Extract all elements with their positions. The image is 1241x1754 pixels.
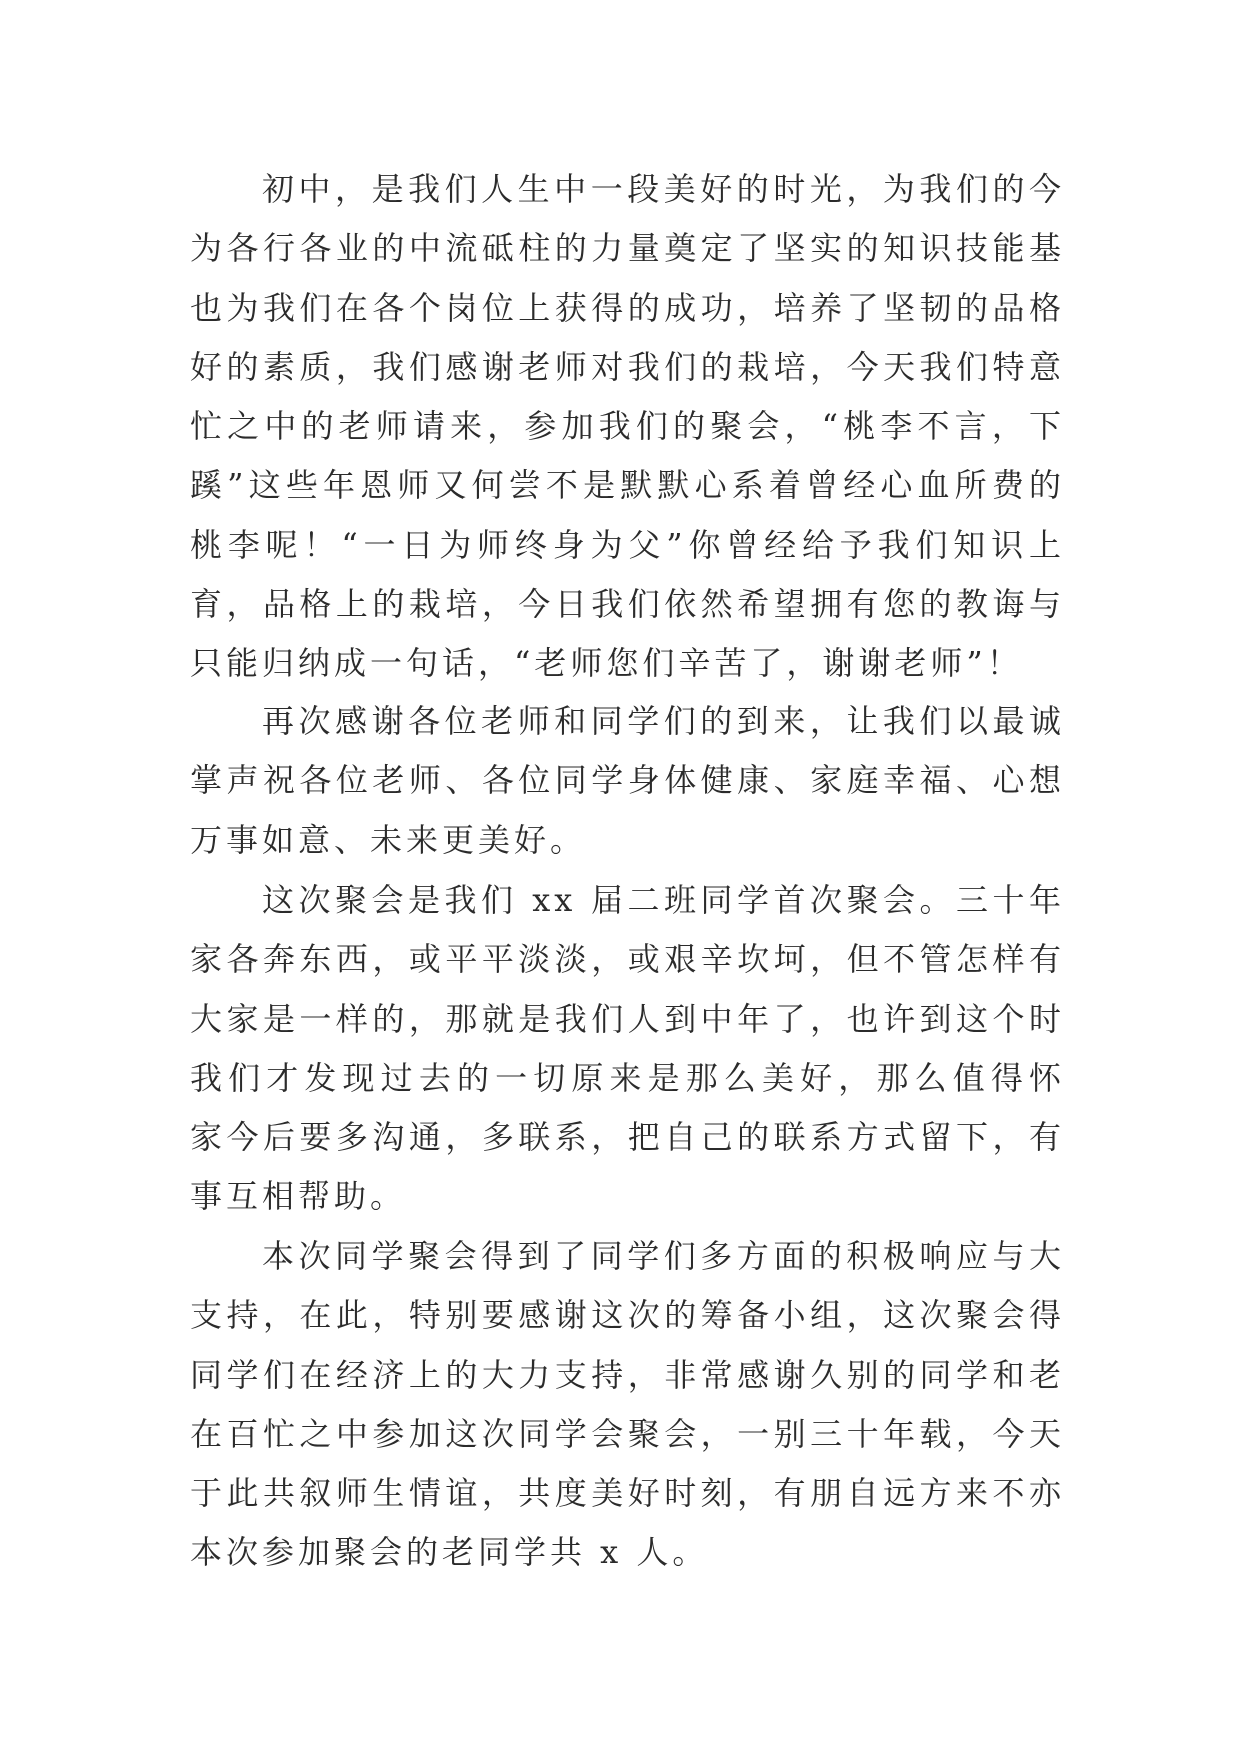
text-line: 桃李呢！“一日为师终身为父”你曾经给予我们知识上 xyxy=(190,525,1065,564)
text-line: 大家是一样的，那就是我们人到中年了，也许到这个时 xyxy=(190,999,1065,1038)
text-line: 家各奔东西，或平平淡淡，或艰辛坎坷，但不管怎样有 xyxy=(190,940,1065,979)
text-line: 初中，是我们人生中一段美好的时光，为我们的今 xyxy=(262,170,1065,208)
text-line: 支持，在此，特别要感谢这次的筹备小组，这次聚会得 xyxy=(190,1296,1065,1335)
text-line: 于此共叙师生情谊，共度美好时刻，有朋自远方来不亦 xyxy=(190,1474,1065,1513)
text-line: 再次感谢各位老师和同学们的到来，让我们以最诚 xyxy=(262,702,1065,740)
text-line: 我们才发现过去的一切原来是那么美好，那么值得怀 xyxy=(190,1058,1065,1097)
text-line: 为各行各业的中流砥柱的力量奠定了坚实的知识技能基 xyxy=(190,229,1065,268)
text-line: 同学们在经济上的大力支持，非常感谢久别的同学和老 xyxy=(190,1355,1065,1394)
paragraph-support xyxy=(190,1227,1065,1583)
text-line: 好的素质，我们感谢老师对我们的栽培，今天我们特意 xyxy=(190,347,1065,386)
text-line: 本次同学聚会得到了同学们多方面的积极响应与大 xyxy=(262,1237,1065,1275)
text-line: 掌声祝各位老师、各位同学身体健康、家庭幸福、心想 xyxy=(190,761,1065,800)
text-line: 本次参加聚会的老同学共 x 人。 xyxy=(190,1533,709,1572)
text-line: 也为我们在各个岗位上获得的成功，培养了坚韧的品格 xyxy=(190,288,1065,327)
text-line: 蹊”这些年恩师又何尝不是默默心系着曾经心血所费的 xyxy=(190,466,1065,505)
paragraph-reunion xyxy=(190,871,1065,1227)
text-line: 事互相帮助。 xyxy=(190,1177,407,1216)
paragraph-thanks xyxy=(190,692,1065,870)
text-line: 育，品格上的栽培，今日我们依然希望拥有您的教诲与 xyxy=(190,585,1065,624)
text-line: 在百忙之中参加这次同学会聚会，一别三十年载，今天 xyxy=(190,1414,1065,1453)
text-line: 忙之中的老师请来，参加我们的聚会，“桃李不言，下 xyxy=(190,407,1065,446)
text-line: 家今后要多沟通，多联系，把自己的联系方式留下，有 xyxy=(190,1118,1065,1157)
text-line: 只能归纳成一句话，“老师您们辛苦了，谢谢老师”！ xyxy=(190,644,1023,683)
text-line: 万事如意、未来更美好。 xyxy=(190,820,587,859)
paragraph-opening xyxy=(190,160,1065,694)
text-line: 这次聚会是我们 xx 届二班同学首次聚会。三十年 xyxy=(262,881,1065,919)
